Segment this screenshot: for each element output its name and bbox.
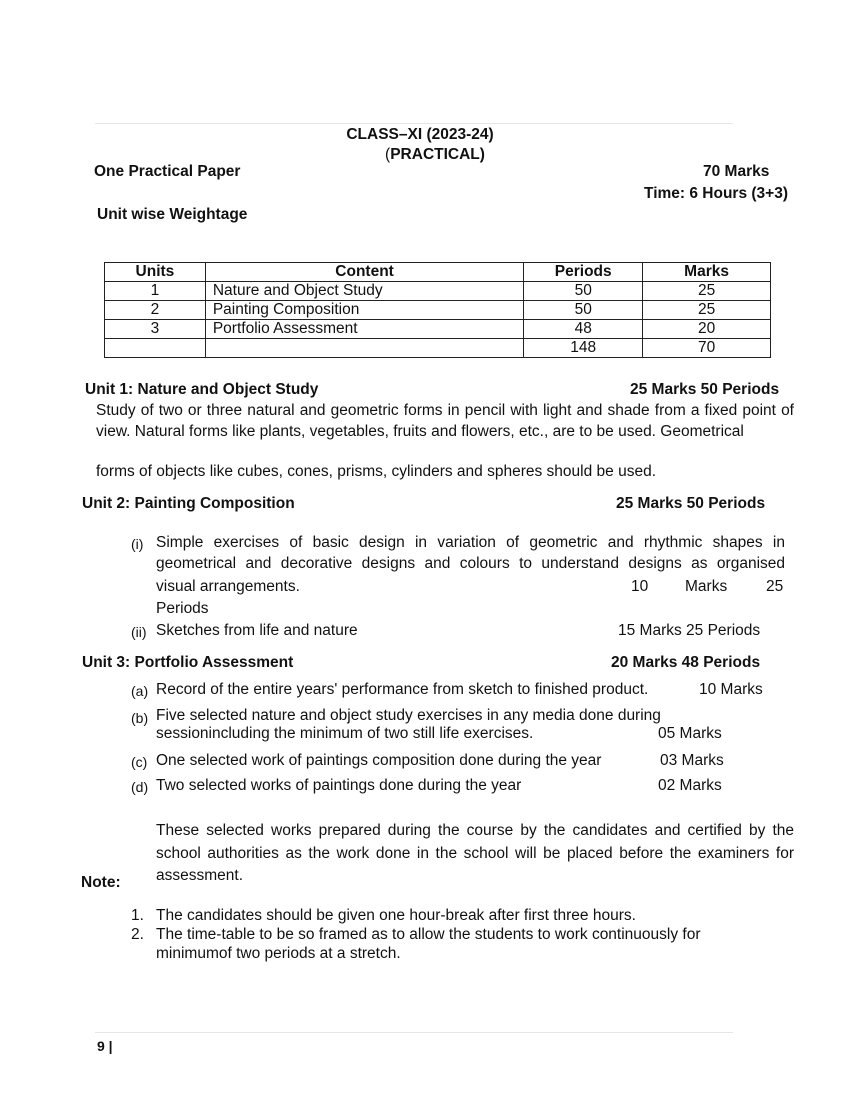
note-item-text-cont: minimumof two periods at a stretch.	[156, 945, 401, 962]
cell-unit: 1	[105, 282, 206, 301]
unit3-title: Unit 3: Portfolio Assessment	[82, 654, 294, 671]
cell-marks: 20	[643, 320, 771, 339]
unit2-item-periods-value: 25	[766, 578, 784, 595]
table-row	[105, 320, 771, 339]
unit1-description: Study of two or three natural and geometric forms in pencil with light and shade from a fixed point of view. Natural forms like plants, vegetables, fruits and flowers, etc., are to be used. Geometrical	[96, 402, 794, 440]
unit3-item-marks: 03 Marks	[660, 752, 724, 769]
total-marks: 70 Marks	[703, 163, 770, 180]
note-item-text: The candidates should be given one hour-break after first three hours.	[156, 907, 636, 924]
weightage-heading: Unit wise Weightage	[97, 206, 248, 223]
paper-label: One Practical Paper	[94, 163, 241, 180]
cell-unit: 2	[105, 301, 206, 320]
cell-content	[205, 339, 523, 358]
unit3-item-text: Five selected nature and object study exercises in any media done during	[156, 707, 661, 724]
table-row	[105, 301, 771, 320]
cell-content: Painting Composition	[205, 301, 523, 320]
unit2-item-marks-value: 10	[631, 578, 649, 595]
cell-marks: 25	[643, 282, 771, 301]
practical-heading	[290, 146, 580, 164]
top-rule	[95, 123, 733, 124]
cell-marks-total: 70	[643, 339, 771, 358]
unit3-item-label: (c)	[131, 754, 148, 770]
weightage-table	[104, 262, 771, 358]
cell-marks: 25	[643, 301, 771, 320]
unit3-item-label: (b)	[131, 710, 149, 726]
exam-time: Time: 6 Hours (3+3)	[644, 185, 788, 202]
unit3-marks: 20 Marks 48 Periods	[611, 654, 761, 671]
col-header-content: Content	[205, 263, 523, 282]
note-label: Note:	[81, 874, 121, 891]
page-number: 9 |	[97, 1038, 113, 1054]
cell-unit: 3	[105, 320, 206, 339]
cell-periods: 50	[524, 301, 643, 320]
col-header-units: Units	[105, 263, 206, 282]
class-title: CLASS–XI (2023-24)	[346, 126, 494, 143]
note-item-text: The time-table to be so framed as to allow the students to work continuously for	[156, 926, 701, 943]
unit2-marks: 25 Marks 50 Periods	[616, 495, 766, 512]
col-header-marks: Marks	[643, 263, 771, 282]
bottom-rule	[95, 1032, 733, 1033]
unit3-item-text-cont: sessionincluding the minimum of two still life exercises.	[156, 725, 534, 742]
cell-content: Nature and Object Study	[205, 282, 523, 301]
unit3-item-text: Record of the entire years' performance from sketch to finished product.	[156, 681, 649, 698]
note-item-number: 2.	[131, 926, 144, 943]
unit2-item-marks: 15 Marks 25 Periods	[618, 622, 761, 639]
cell-periods: 48	[524, 320, 643, 339]
unit2-item-periods-unit: Periods	[156, 600, 209, 617]
unit2-item-label: (i)	[131, 536, 144, 552]
cell-periods-total: 148	[524, 339, 643, 358]
table-total-row	[105, 339, 771, 358]
unit2-item-text: Simple exercises of basic design in variation of geometric and rhythmic shapes in geometrical and decorative designs and colours to understand designs as organised	[156, 534, 785, 572]
unit3-item-marks: 10 Marks	[699, 681, 763, 698]
table-header-row	[105, 263, 771, 282]
unit3-item-text: One selected work of paintings composition done during the year	[156, 752, 602, 769]
unit2-item-marks-unit: Marks	[685, 578, 728, 595]
cell-periods: 50	[524, 282, 643, 301]
note-item-number: 1.	[131, 907, 144, 924]
unit2-title: Unit 2: Painting Composition	[82, 495, 295, 512]
cell-content: Portfolio Assessment	[205, 320, 523, 339]
unit3-item-label: (a)	[131, 683, 149, 699]
unit3-item-marks: 05 Marks	[658, 725, 722, 742]
unit3-item-marks: 02 Marks	[658, 777, 722, 794]
unit2-item-label: (ii)	[131, 624, 147, 640]
unit1-marks: 25 Marks 50 Periods	[630, 381, 780, 398]
cell-unit	[105, 339, 206, 358]
unit2-item-text: Sketches from life and nature	[156, 622, 358, 639]
unit3-item-text: Two selected works of paintings done during the year	[156, 777, 522, 794]
unit1-title: Unit 1: Nature and Object Study	[85, 381, 319, 398]
practical-paren: (	[385, 146, 391, 163]
practical-label: PRACTICAL)	[390, 146, 485, 163]
unit1-description-end: forms of objects like cubes, cones, prisms, cylinders and spheres should be used.	[96, 463, 656, 480]
unit3-item-label: (d)	[131, 779, 149, 795]
col-header-periods: Periods	[524, 263, 643, 282]
table-row	[105, 282, 771, 301]
portfolio-paragraph: These selected works prepared during the course by the candidates and certified by the school authorities as the work done in the school will be placed before the examiners for assessment.	[156, 822, 794, 884]
unit2-item-text-end: visual arrangements.	[156, 578, 300, 595]
